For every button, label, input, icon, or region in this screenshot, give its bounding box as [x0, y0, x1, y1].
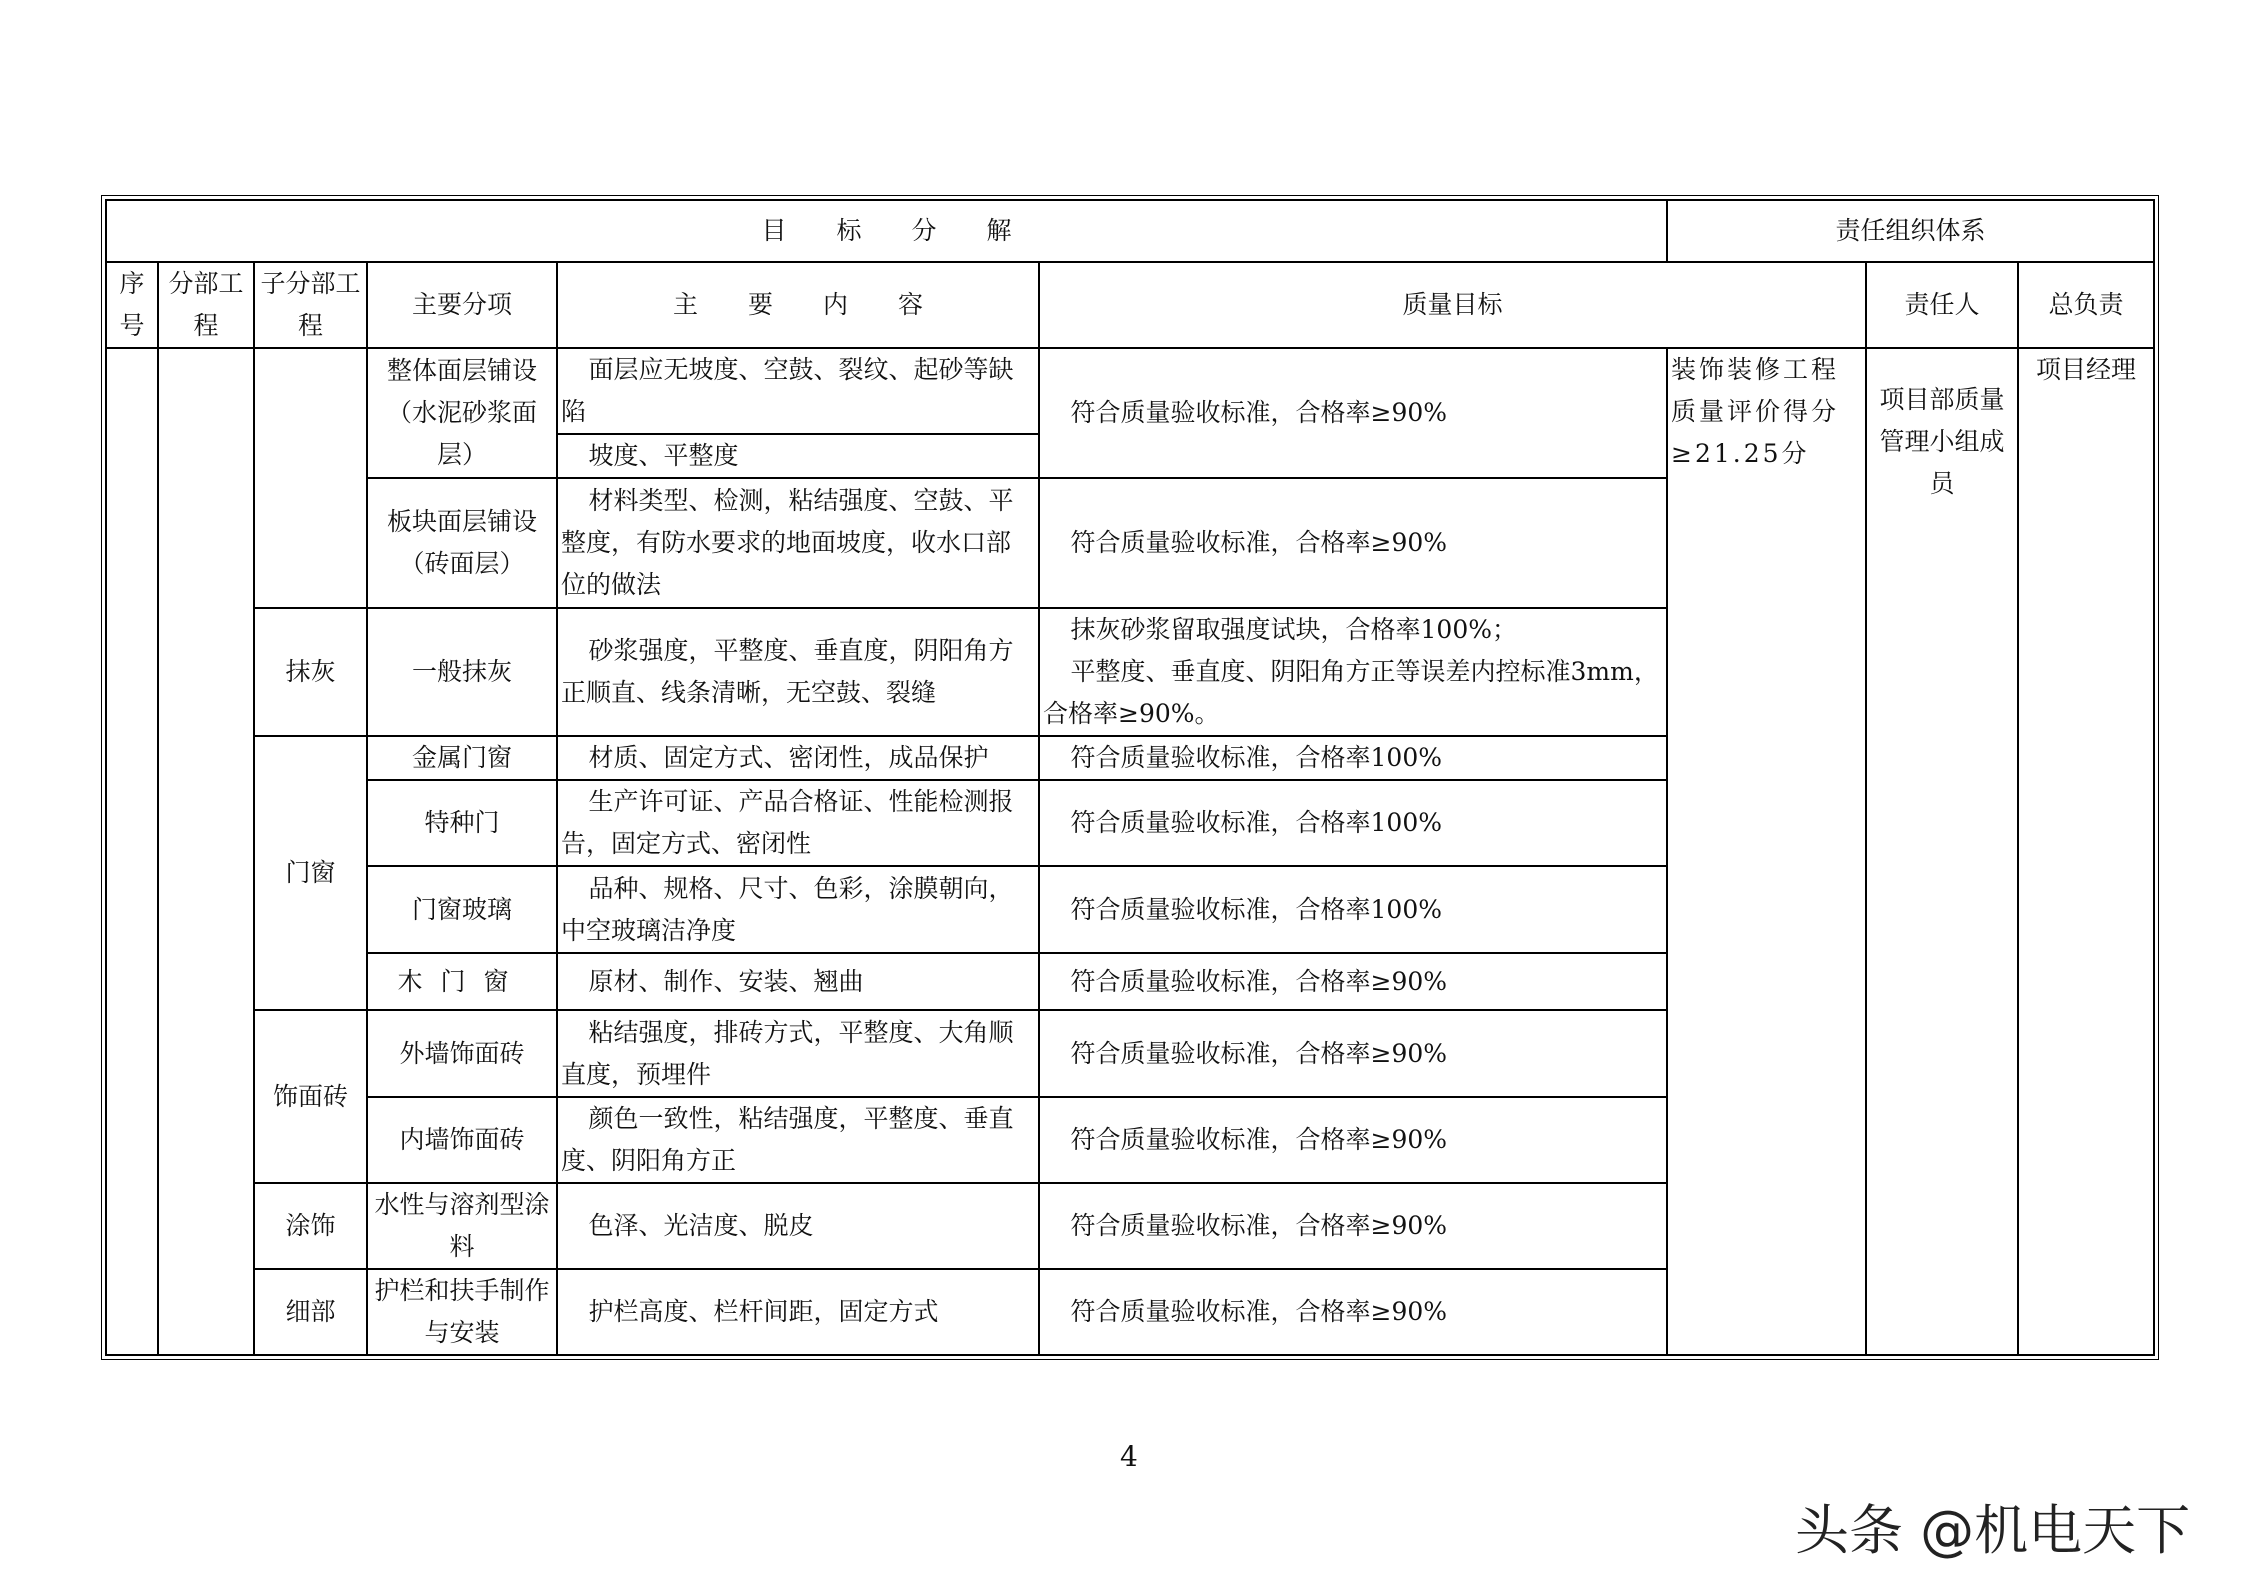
overall-goal-cell: 装饰装修工程质量评价得分≥21.25分 [1667, 348, 1866, 1355]
content-cell: 面层应无坡度、空鼓、裂纹、起砂等缺陷 [557, 348, 1039, 434]
seq-cell [106, 348, 158, 1355]
goal-cell: 符合质量验收标准，合格率100% [1039, 866, 1667, 953]
content-cell: 颜色一致性，粘结强度，平整度、垂直度、阴阳角方正 [557, 1097, 1039, 1183]
goal-line: 平整度、垂直度、阴阳角方正等误差内控标准3mm，合格率≥90%。 [1043, 657, 1659, 728]
col-division: 分部工程 [158, 262, 254, 348]
goal-cell: 符合质量验收标准，合格率100% [1039, 736, 1667, 780]
content-cell: 色泽、光洁度、脱皮 [557, 1183, 1039, 1269]
item-cell: 外墙饰面砖 [367, 1010, 557, 1097]
col-responsible: 责任人 [1866, 262, 2018, 348]
sub-division-cell: 涂饰 [254, 1183, 367, 1269]
item-cell: 特种门 [367, 780, 557, 866]
responsible-person-cell: 项目部质量管理小组成员 [1866, 348, 2018, 1355]
sub-division-cell: 细部 [254, 1269, 367, 1355]
page-number: 4 [1120, 1440, 1138, 1473]
content-cell: 材料类型、检测，粘结强度、空鼓、平整度，有防水要求的地面坡度，收水口部位的做法 [557, 478, 1039, 608]
item-cell: 金属门窗 [367, 736, 557, 780]
content-cell: 护栏高度、栏杆间距，固定方式 [557, 1269, 1039, 1355]
item-cell: 整体面层铺设（水泥砂浆面层） [367, 348, 557, 478]
goal-cell: 符合质量验收标准，合格率100% [1039, 780, 1667, 866]
goal-cell: 符合质量验收标准，合格率≥90% [1039, 1183, 1667, 1269]
sub-division-cell: 饰面砖 [254, 1010, 367, 1183]
content-cell: 生产许可证、产品合格证、性能检测报告，固定方式、密闭性 [557, 780, 1039, 866]
goal-cell: 符合质量验收标准，合格率≥90% [1039, 1097, 1667, 1183]
col-sub-division: 子分部工程 [254, 262, 367, 348]
item-cell: 板块面层铺设（砖面层） [367, 478, 557, 608]
col-main-content: 主 要 内 容 [557, 262, 1039, 348]
item-cell: 门窗玻璃 [367, 866, 557, 953]
goal-cell: 符合质量验收标准，合格率≥90% [1039, 348, 1667, 478]
sub-division-cell [254, 348, 367, 608]
item-cell: 护栏和扶手制作与安装 [367, 1269, 557, 1355]
goal-cell: 符合质量验收标准，合格率≥90% [1039, 1010, 1667, 1097]
item-cell: 水性与溶剂型涂料 [367, 1183, 557, 1269]
goal-line: 抹灰砂浆留取强度试块，合格率100%； [1070, 615, 1517, 644]
content-cell: 原材、制作、安装、翘曲 [557, 953, 1039, 1010]
col-seq: 序号 [106, 262, 158, 348]
content-cell: 粘结强度，排砖方式，平整度、大角顺直度，预埋件 [557, 1010, 1039, 1097]
goal-cell: 符合质量验收标准，合格率≥90% [1039, 953, 1667, 1010]
goal-cell: 符合质量验收标准，合格率≥90% [1039, 478, 1667, 608]
overall-responsible-cell: 项目经理 [2018, 348, 2154, 1355]
goal-cell [1039, 608, 1667, 736]
sub-division-cell: 门窗 [254, 736, 367, 1010]
goal-cell: 符合质量验收标准，合格率≥90% [1039, 1269, 1667, 1355]
quality-goal-table [105, 199, 2155, 1356]
sub-division-cell: 抹灰 [254, 608, 367, 736]
col-overall: 总负责 [2018, 262, 2154, 348]
responsibility-system-header: 责任组织体系 [1667, 200, 2154, 262]
division-cell [158, 348, 254, 1355]
goal-decomposition-header: 目 标 分 解 [106, 200, 1667, 262]
watermark: 头条 @机电天下 [1795, 1499, 2191, 1562]
item-cell: 内墙饰面砖 [367, 1097, 557, 1183]
content-cell: 砂浆强度，平整度、垂直度，阴阳角方正顺直、线条清晰，无空鼓、裂缝 [557, 608, 1039, 736]
col-quality-goal: 质量目标 [1039, 262, 1866, 348]
content-cell: 材质、固定方式、密闭性，成品保护 [557, 736, 1039, 780]
content-cell: 品种、规格、尺寸、色彩，涂膜朝向，中空玻璃洁净度 [557, 866, 1039, 953]
item-cell: 木门窗 [367, 953, 557, 1010]
content-cell: 坡度、平整度 [557, 434, 1039, 478]
item-cell: 一般抹灰 [367, 608, 557, 736]
col-main-item: 主要分项 [367, 262, 557, 348]
